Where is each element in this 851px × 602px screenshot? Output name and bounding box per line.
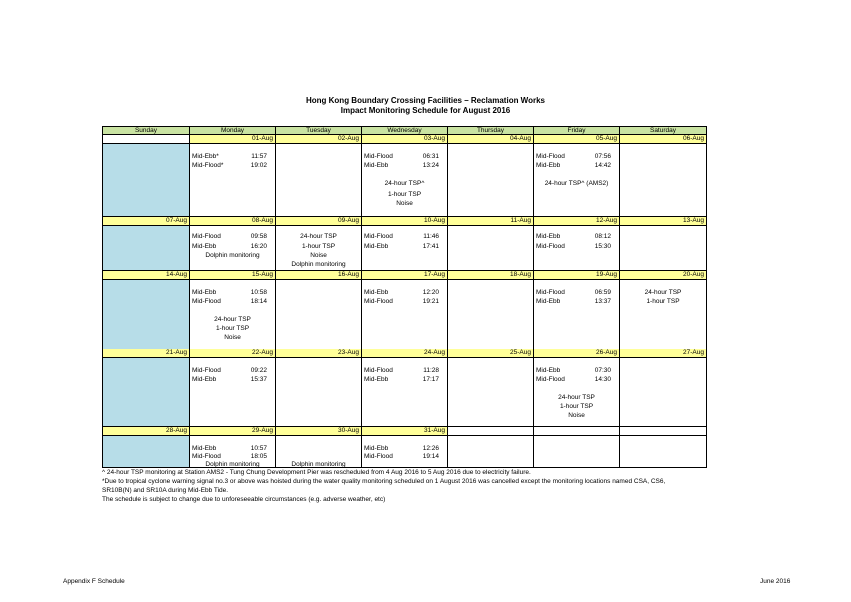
day-cell [103,226,190,271]
monitoring-calendar [102,126,707,468]
footer-appendix-label: Appendix F Schedule [63,578,125,585]
date-cell: 22-Aug [190,349,276,358]
tide-time: 08:12 [594,233,611,240]
tide-time: 17:17 [422,376,439,383]
day-cell [362,436,448,467]
date-cell: 28-Aug [103,427,190,436]
monitoring-item: 1-hour TSP [215,325,250,332]
day-cell [620,436,706,467]
monitoring-item: Noise [224,334,241,341]
date-cell: 06-Aug [620,135,706,144]
date-cell: 01-Aug [190,135,276,144]
date-cell: 26-Aug [534,349,620,358]
day-cell [362,226,448,271]
monitoring-item: 1-hour TSP [646,298,680,305]
week-4 [103,349,706,427]
tide-label: Mid-Flood [192,233,221,240]
date-cell [620,427,706,436]
tide-label: Mid-Flood [536,153,565,160]
tide-label: Mid-Flood [536,376,565,383]
week-5 [103,427,706,467]
weekday-header-row [103,127,706,135]
tide-label: Mid-Flood* [192,162,224,169]
tide-time: 10:57 [250,445,267,452]
tide-label: Mid-Ebb* [192,153,219,160]
tide-label: Mid-Ebb [192,289,217,296]
tide-time: 14:42 [594,162,611,169]
tide-time: 13:37 [594,298,611,305]
monitoring-item: 1-hour TSP [559,403,594,410]
tide-label: Mid-Flood [192,367,221,374]
tide-time: 18:05 [250,453,267,460]
document-title: Hong Kong Boundary Crossing Facilities – Reclamation Works [305,96,545,105]
footer-date: June 2016 [760,578,791,585]
day-cell [190,280,276,351]
day-cell [362,358,448,427]
tide-label: Mid-Ebb [364,445,389,452]
date-cell: 02-Aug [276,135,362,144]
date-cell: 17-Aug [362,271,448,280]
tide-time: 11:46 [423,233,439,240]
tide-label: Mid-Ebb [364,376,389,383]
tide-label: Mid-Flood [364,453,393,460]
monitoring-item: Dolphin monitoring [291,261,346,268]
date-cell: 08-Aug [190,217,276,226]
tide-time: 12:26 [422,445,439,452]
footnote: *Due to tropical cyclone warning signal no.3 or above was hoisted during the water quality monitoring scheduled on 1 August 2016 was cancelled except the monitoring locations named CSA, CS6, [102,478,666,485]
week-3 [103,271,706,351]
tide-time: 19:02 [250,162,267,169]
day-cell [362,280,448,351]
date-cell: 27-Aug [620,349,706,358]
tide-time: 11:57 [251,153,267,160]
tide-time: 17:41 [422,243,439,250]
date-cell: 12-Aug [534,217,620,226]
date-cell: 07-Aug [103,217,190,226]
tide-time: 09:22 [250,367,267,374]
tide-time: 13:24 [422,162,439,169]
date-cell: 23-Aug [276,349,362,358]
tide-time: 06:31 [422,153,439,160]
date-cell [103,135,190,144]
day-cell [362,144,448,217]
monitoring-item: Noise [396,200,413,207]
monitoring-item: Noise [310,252,327,259]
tide-label: Mid-Ebb [364,243,389,250]
day-cell [448,226,534,271]
monitoring-item: 24-hour TSP [214,316,251,323]
tide-time: 15:37 [250,376,267,383]
tide-label: Mid-Flood [364,298,393,305]
day-cell [103,358,190,427]
footnote: The schedule is subject to change due to unforeseeable circumstances (e.g. adverse weather, etc) [102,496,386,503]
week-1 [103,135,706,217]
tide-label: Mid-Flood [192,453,221,460]
day-cell [448,436,534,467]
day-cell [620,144,706,217]
date-cell: 29-Aug [190,427,276,436]
tide-label: Mid-Ebb [536,233,561,240]
tide-label: Mid-Ebb [364,162,389,169]
weekday-header: Monday [190,127,276,135]
day-cell [534,280,620,351]
monitoring-item: Dolphin monitoring [205,461,260,468]
weekday-header: Saturday [620,127,706,135]
tide-label: Mid-Flood [364,153,393,160]
monitoring-item: 1-hour TSP [301,243,336,250]
date-cell: 24-Aug [362,349,448,358]
weekday-header: Tuesday [276,127,362,135]
tide-time: 18:14 [250,298,267,305]
tide-label: Mid-Flood [192,298,221,305]
tide-label: Mid-Ebb [192,376,217,383]
monitoring-item: Noise [568,412,585,419]
tide-time: 10:58 [250,289,267,296]
day-cell [103,436,190,467]
day-cell [534,144,620,217]
tide-label: Mid-Flood [364,367,393,374]
tide-label: Mid-Flood [536,243,565,250]
day-cell [276,358,362,427]
tide-time: 06:59 [594,289,611,296]
week-2 [103,217,706,271]
tide-time: 07:56 [594,153,611,160]
weekday-header: Wednesday [362,127,448,135]
weekday-header: Friday [534,127,620,135]
day-cell [276,280,362,351]
tide-time: 14:30 [594,376,611,383]
date-cell: 11-Aug [448,217,534,226]
date-cell: 13-Aug [620,217,706,226]
monitoring-item: Dolphin monitoring [205,252,260,259]
monitoring-item: 24-hour TSP^ (AMS2) [544,180,609,187]
tide-time: 09:58 [250,233,267,240]
date-cell: 18-Aug [448,271,534,280]
tide-time: 16:20 [250,243,267,250]
tide-time: 07:30 [594,367,611,374]
day-cell [448,358,534,427]
date-cell: 21-Aug [103,349,190,358]
day-cell [190,358,276,427]
tide-label: Mid-Ebb [536,162,561,169]
date-cell: 30-Aug [276,427,362,436]
tide-label: Mid-Flood [536,289,565,296]
day-cell [276,436,362,467]
document-subtitle: Impact Monitoring Schedule for August 2016 [340,106,511,115]
date-cell [448,427,534,436]
date-cell: 04-Aug [448,135,534,144]
date-cell: 31-Aug [362,427,448,436]
date-cell: 05-Aug [534,135,620,144]
monitoring-item: 1-hour TSP [387,191,422,198]
tide-time: 11:28 [423,367,439,374]
tide-time: 19:21 [422,298,439,305]
day-cell [534,436,620,467]
tide-label: Mid-Ebb [536,298,561,305]
date-cell: 19-Aug [534,271,620,280]
date-cell: 09-Aug [276,217,362,226]
day-cell [190,226,276,271]
date-cell: 20-Aug [620,271,706,280]
footnote: ^ 24-hour TSP monitoring at Station AMS2 - Tung Chung Development Pier was rescheduled from 4 Aug 2016 to 5 Aug 2016 due to electricity failure. [102,469,531,476]
monitoring-item: 24-hour TSP [558,394,595,401]
day-cell [276,144,362,217]
day-cell [190,436,276,467]
date-cell: 15-Aug [190,271,276,280]
day-cell [190,144,276,217]
date-cell: 25-Aug [448,349,534,358]
footnotes [102,468,722,504]
date-cell [534,427,620,436]
day-cell [103,280,190,351]
day-cell [276,226,362,271]
day-cell [103,144,190,217]
tide-time: 19:14 [422,453,439,460]
tide-label: Mid-Ebb [536,367,561,374]
day-cell [448,144,534,217]
tide-label: Mid-Ebb [192,445,217,452]
date-cell: 03-Aug [362,135,448,144]
date-cell: 16-Aug [276,271,362,280]
day-cell [620,280,706,351]
date-cell: 14-Aug [103,271,190,280]
day-cell [448,280,534,351]
day-cell [534,358,620,427]
weekday-header: Thursday [448,127,534,135]
day-cell [534,226,620,271]
footnote: SR10B(N) and SR10A during Mid-Ebb Tide. [102,487,229,494]
tide-label: Mid-Flood [364,233,393,240]
monitoring-item: Dolphin monitoring [291,461,346,468]
weekday-header: Sunday [103,127,190,135]
day-cell [620,358,706,427]
day-cell [620,226,706,271]
tide-label: Mid-Ebb [192,243,217,250]
monitoring-item: 24-hour TSP^ [384,180,425,187]
tide-time: 15:30 [594,243,611,250]
tide-label: Mid-Ebb [364,289,389,296]
monitoring-item: 24-hour TSP [300,233,337,240]
date-cell: 10-Aug [362,217,448,226]
tide-time: 12:20 [422,289,439,296]
monitoring-item: 24-hour TSP [644,289,682,296]
